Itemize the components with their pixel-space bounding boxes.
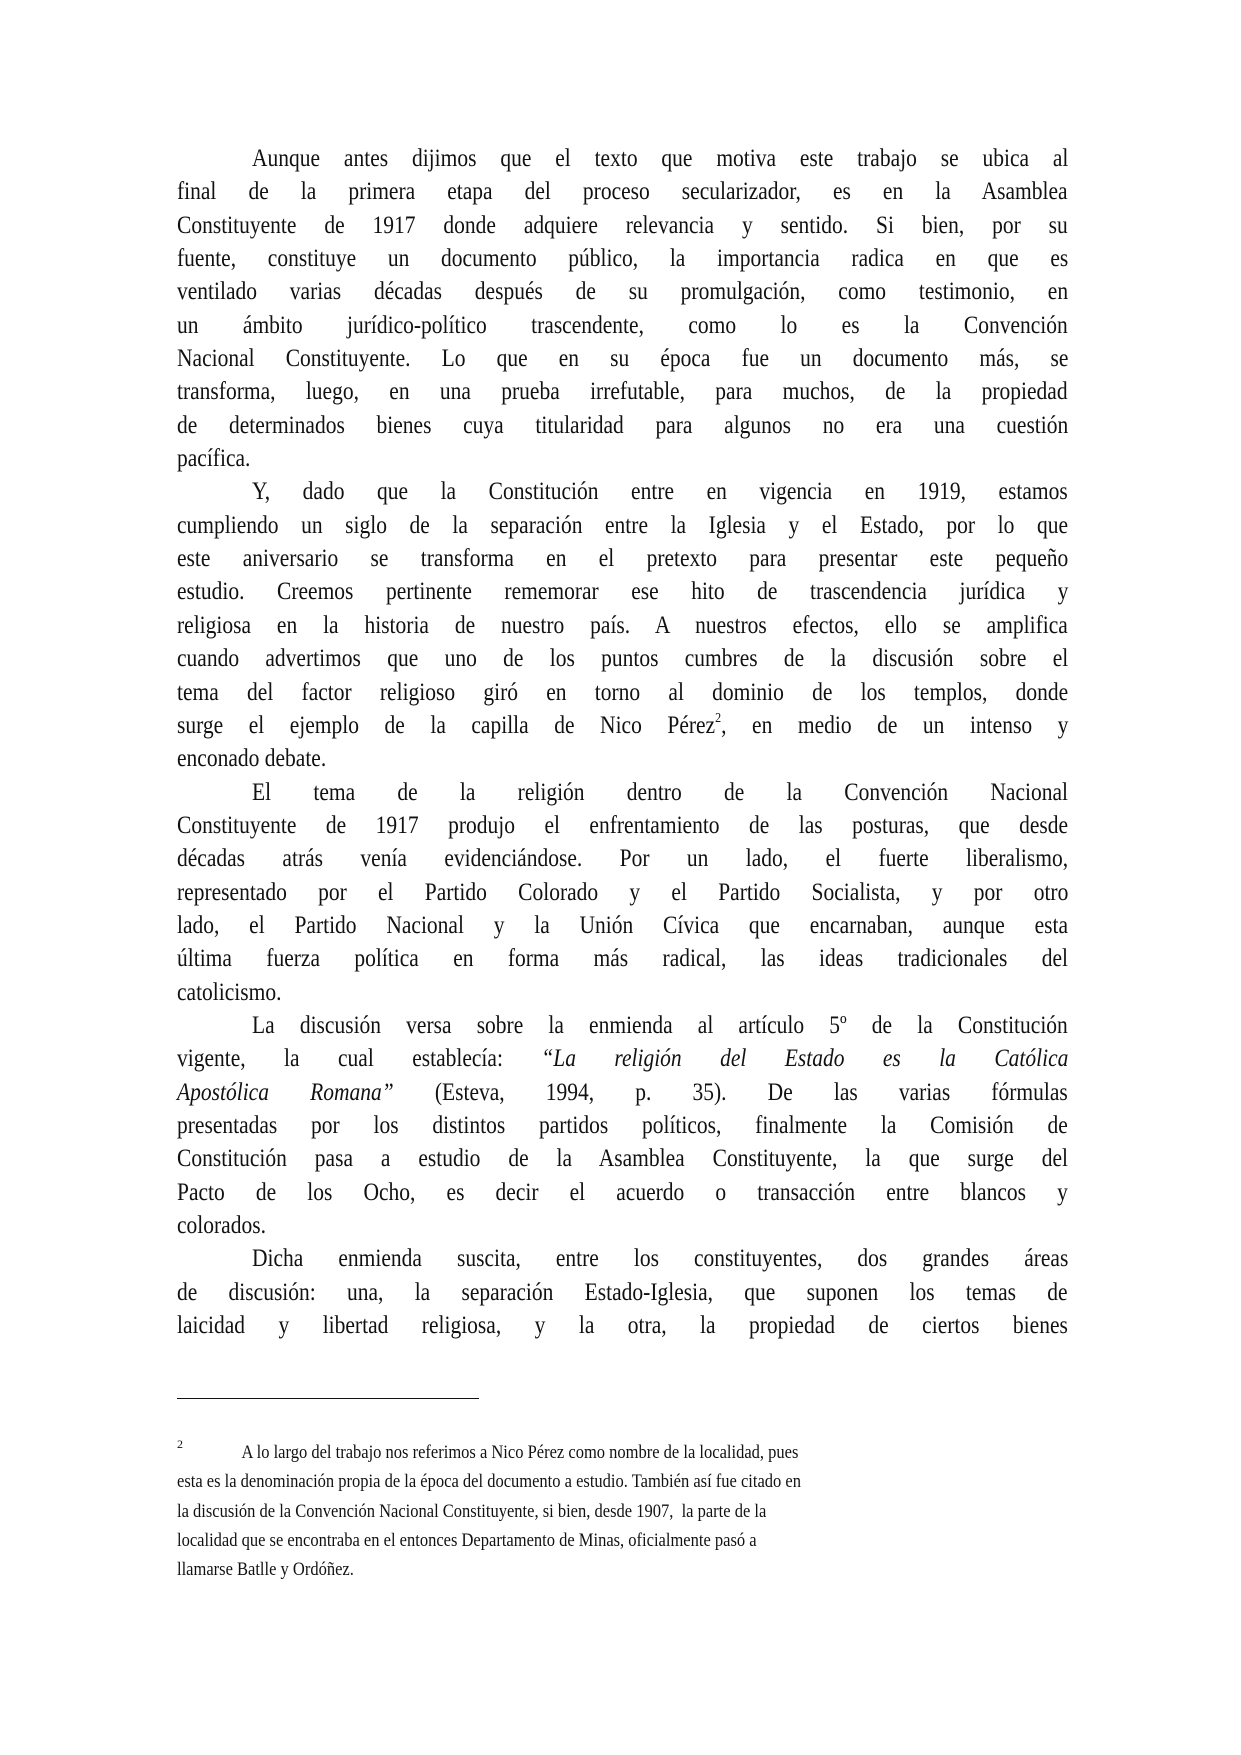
text-line: Pacto de los Ocho, es decir el acuerdo o transacción entre blancos y [177, 1178, 1068, 1206]
text-line: estudio. Creemos pertinente rememorar ese hito de trascendencia jurídica y [177, 578, 1069, 606]
text-line: Dicha enmienda suscita, entre los constituyentes, dos grandes áreas [252, 1245, 1069, 1273]
text-line: Aunque antes dijimos que el texto que motiva este trabajo se ubica al [252, 145, 1069, 172]
quoted-text: “La religión del Estado es la Católica [541, 1045, 1069, 1073]
text-line: cuando advertimos que uno de los puntos cumbres de la discusión sobre el [177, 645, 1069, 673]
paragraph-4 [177, 1009, 1068, 1242]
text-line-with-quote: vigente, la cual establecía: “La religión del Estado es la Católica [177, 1045, 1069, 1073]
text-line: religiosa en la historia de nuestro país. A nuestros efectos, ello se amplifica [177, 611, 1068, 639]
text-line: laicidad y libertad religiosa, y la otra, la propiedad de ciertos bienes [177, 1312, 1068, 1340]
text-line: tema del factor religioso giró en torno al dominio de los templos, donde [177, 678, 1069, 706]
footnote-reference[interactable]: 2 [715, 710, 722, 726]
text-line: Constituyente de 1917 donde adquiere relevancia y sentido. Si bien, por su [177, 211, 1068, 239]
footnote-line: la discusión de la Convención Nacional Constituyente, si bien, desde 1907, la parte de la [177, 1500, 767, 1522]
text-line: este aniversario se transforma en el pretexto para presentar este pequeño [177, 545, 1069, 573]
text-line: lado, el Partido Nacional y la Unión Cívica que encarnaban, aunque esta [177, 911, 1069, 939]
text-line: ventilado varias décadas después de su promulgación, como testimonio, en [177, 278, 1069, 306]
text-line: enconado debate. [177, 745, 327, 773]
citation: (Esteva, 1994, p. 35). De las varias fórmulas [393, 1078, 1068, 1106]
footnote-line: esta es la denominación propia de la época del documento a estudio. También así fue citado en [177, 1471, 801, 1493]
footnote-line: 2 A lo largo del trabajo nos referimos a Nico Pérez como nombre de la localidad, pues [177, 1438, 1068, 1467]
paragraph-5 [177, 1242, 1068, 1342]
footnote-2 [177, 1438, 1068, 1584]
paragraph-3 [177, 776, 1068, 1009]
text-line: catolicismo. [177, 978, 282, 1006]
paragraph-2 [177, 475, 1068, 775]
text-line: transforma, luego, en una prueba irrefutable, para muchos, de la propiedad [177, 378, 1068, 406]
text-line: Y, dado que la Constitución entre en vigencia en 1919, estamos [252, 478, 1068, 506]
footnote-marker: 2 [177, 1437, 183, 1451]
text-line: cumpliendo un siglo de la separación entre la Iglesia y el Estado, por lo que [177, 511, 1069, 539]
footnote-line: llamarse Batlle y Ordóñez. [177, 1559, 354, 1581]
text-line: representado por el Partido Colorado y el Partido Socialista, y por otro [177, 878, 1069, 906]
text-line: Constituyente de 1917 produjo el enfrentamiento de las posturas, que desde [177, 811, 1069, 839]
footnote-line: localidad que se encontraba en el entonces Departamento de Minas, oficialmente pasó a [177, 1529, 757, 1551]
text-line: décadas atrás venía evidenciándose. Por un lado, el fuerte liberalismo, [177, 845, 1069, 873]
paragraph-1 [177, 142, 1068, 475]
text-line: de discusión: una, la separación Estado-Iglesia, que suponen los temas de [177, 1278, 1068, 1306]
text-line: Constitución pasa a estudio de la Asamblea Constituyente, la que surge del [177, 1145, 1069, 1173]
text-line: El tema de la religión dentro de la Convención Nacional [252, 778, 1069, 806]
footnote-separator [177, 1398, 479, 1399]
document-body [177, 142, 1068, 1342]
quoted-text: Apostólica Romana” [177, 1078, 394, 1106]
text-line: La discusión versa sobre la enmienda al artículo 5º de la Constitución [252, 1011, 1068, 1039]
text-line: última fuerza política en forma más radical, las ideas tradicionales del [177, 945, 1069, 973]
text-line: Nacional Constituyente. Lo que en su época fue un documento más, se [177, 345, 1069, 373]
text-line: presentadas por los distintos partidos políticos, finalmente la Comisión de [177, 1111, 1068, 1139]
text-line: de determinados bienes cuya titularidad para algunos no era una cuestión [177, 411, 1069, 439]
text-line: colorados. [177, 1212, 266, 1239]
text-line-with-quote [177, 1076, 1068, 1109]
text-line: pacífica. [177, 445, 251, 473]
text-line: final de la primera etapa del proceso secularizador, es en la Asamblea [177, 178, 1068, 206]
text-line: un ámbito jurídico-político trascendente, como lo es la Convención [177, 311, 1068, 339]
text-line: fuente, constituye un documento público, la importancia radica en que es [177, 245, 1069, 273]
text-line-with-footnote-ref: surge el ejemplo de la capilla de Nico Pérez$^2$, en medio de un intenso y [177, 710, 1069, 739]
